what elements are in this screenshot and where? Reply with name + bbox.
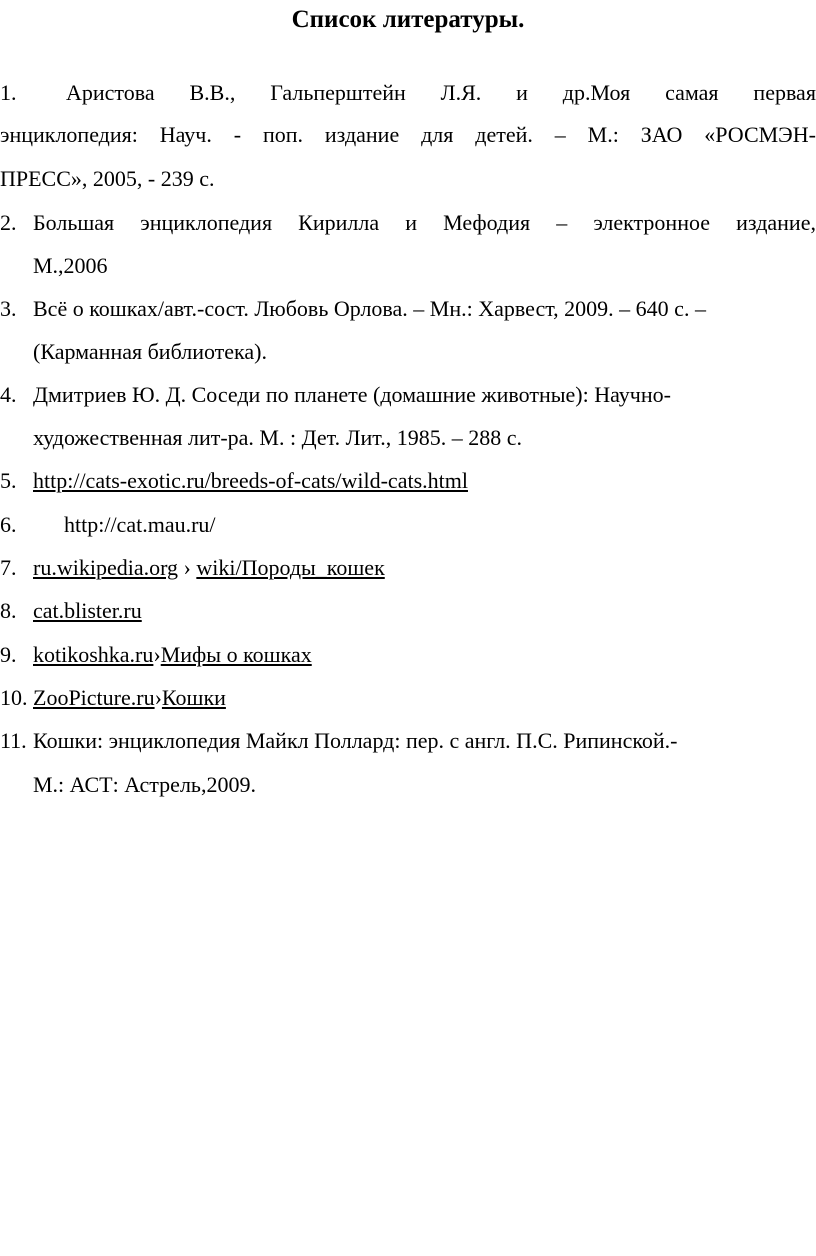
entry-6-text: http://cat.mau.ru/ xyxy=(64,512,216,537)
entry-8-number: 8. xyxy=(0,598,17,623)
entry-11-line-2: М.: АСТ: Астрель,2009. xyxy=(33,772,256,797)
word: М.: xyxy=(587,122,619,147)
word: Л.Я. xyxy=(440,80,482,105)
entry-11-line-1: Кошки: энциклопедия Майкл Поллард: пер. с англ. П.С. Рипинской.- xyxy=(33,728,678,753)
cat-myths-link[interactable]: Мифы о кошках xyxy=(160,642,312,667)
word: Кирилла xyxy=(298,210,380,235)
entry-10-number: 10. xyxy=(0,685,28,710)
entry-4-line-1: Дмитриев Ю. Д. Соседи по планете (домашние животные): Научно- xyxy=(33,382,671,407)
word: Науч. xyxy=(159,122,212,147)
kotikoshka-link[interactable]: kotikoshka.ru xyxy=(33,642,154,667)
breadcrumb-separator: › xyxy=(153,642,161,667)
entry-10-text xyxy=(33,683,226,713)
cats-exotic-link[interactable]: http://cats-exotic.ru/breeds-of-cats/wild-cats.html xyxy=(33,468,468,493)
entry-7-text xyxy=(33,553,385,583)
word: электронное xyxy=(593,210,711,235)
entry-1-number: 1. xyxy=(0,80,17,105)
word: издание, xyxy=(736,210,816,235)
word: и xyxy=(405,210,418,235)
cats-link[interactable]: Кошки xyxy=(161,685,226,710)
wikipedia-link[interactable]: ru.wikipedia.org xyxy=(33,555,179,580)
word: ЗАО xyxy=(640,122,683,147)
entry-5-number: 5. xyxy=(0,468,17,493)
entry-5-text xyxy=(33,466,468,496)
entry-3-line-2: (Карманная библиотека). xyxy=(33,339,268,364)
word: Аристова xyxy=(66,80,155,105)
word: Большая xyxy=(33,210,115,235)
breadcrumb-separator: › xyxy=(178,555,197,580)
word: – xyxy=(554,122,566,147)
page-title: Список литературы. xyxy=(291,6,525,33)
entry-2-line-2: М.,2006 xyxy=(33,253,108,278)
entry-3-line-1: Всё о кошках/авт.-сост. Любовь Орлова. – Мн.: Харвест, 2009. – 640 с. – xyxy=(33,296,706,321)
cat-breeds-link[interactable]: wiki/Породы_кошек xyxy=(196,555,385,580)
word: самая xyxy=(665,80,719,105)
word: для xyxy=(421,122,454,147)
word: В.В., xyxy=(189,80,236,105)
word: поп. xyxy=(262,122,303,147)
word: энциклопедия xyxy=(140,210,273,235)
word: детей. xyxy=(475,122,533,147)
entry-2-number: 2. xyxy=(0,210,17,235)
entry-11-number: 11. xyxy=(0,728,27,753)
word: Гальперштейн xyxy=(270,80,406,105)
entry-1-line-1 xyxy=(66,78,816,108)
word: «РОСМЭН- xyxy=(704,122,816,147)
entry-2-line-1 xyxy=(33,208,816,238)
entry-3-number: 3. xyxy=(0,296,17,321)
entry-1-line-3: ПРЕСС», 2005, - 239 с. xyxy=(0,166,215,191)
word: и xyxy=(516,80,528,105)
breadcrumb-separator: › xyxy=(154,685,162,710)
word: Мефодия xyxy=(443,210,531,235)
word: – xyxy=(556,210,568,235)
entry-7-number: 7. xyxy=(0,555,17,580)
entry-4-line-2: художественная лит-ра. М. : Дет. Лит., 1985. – 288 с. xyxy=(33,425,523,450)
word: др.Моя xyxy=(562,80,631,105)
entry-9-number: 9. xyxy=(0,642,17,667)
entry-8-text xyxy=(33,596,142,626)
word: энциклопедия: xyxy=(0,122,138,147)
entry-4-number: 4. xyxy=(0,382,17,407)
entry-9-text xyxy=(33,640,312,670)
word: первая xyxy=(753,80,816,105)
entry-6-number: 6. xyxy=(0,512,17,537)
cat-blister-link[interactable]: cat.blister.ru xyxy=(33,598,142,623)
zoopicture-link[interactable]: ZooPicture.ru xyxy=(33,685,155,710)
entry-1-line-2 xyxy=(0,120,816,150)
word: - xyxy=(233,122,242,147)
word: издание xyxy=(324,122,400,147)
